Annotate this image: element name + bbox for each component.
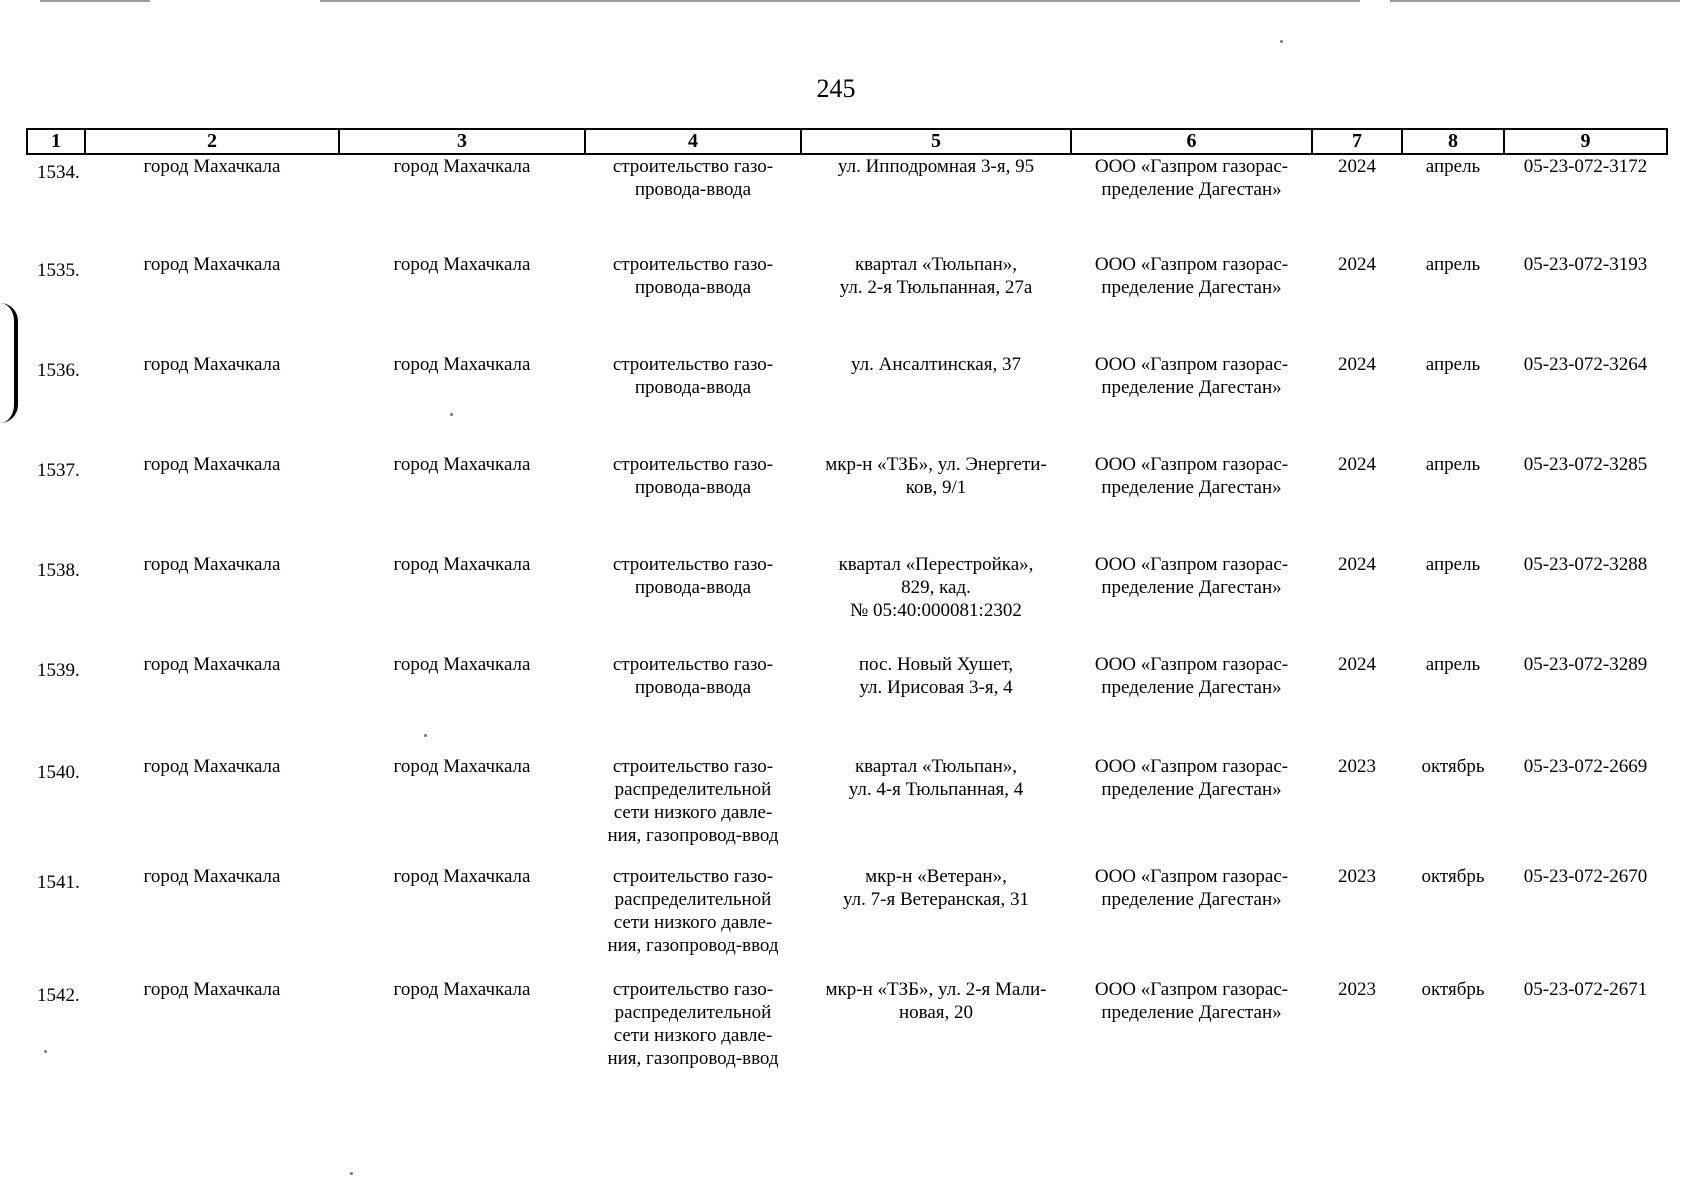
code-cell bbox=[1504, 751, 1667, 861]
year-cell-text: 2024 bbox=[1338, 354, 1376, 375]
address-cell bbox=[801, 253, 1071, 351]
month-cell-text: апрель bbox=[1425, 156, 1481, 177]
work-type-cell-text: строительство газо- распределительной сети низкого давле- ния, газопровод-ввод bbox=[607, 756, 779, 846]
code-cell bbox=[1504, 253, 1667, 351]
settlement-cell bbox=[339, 154, 585, 253]
work-type-cell-text: строительство газо- провода-ввода bbox=[612, 654, 774, 698]
row-number bbox=[27, 253, 85, 351]
year-cell bbox=[1312, 651, 1402, 751]
organization-cell bbox=[1071, 861, 1312, 972]
settlement-cell-text: город Махачкала bbox=[393, 756, 531, 777]
district-cell-text: город Махачкала bbox=[143, 354, 281, 375]
district-cell bbox=[85, 861, 339, 972]
settlement-cell bbox=[339, 972, 585, 1088]
year-cell-text: 2023 bbox=[1338, 866, 1376, 887]
organization-cell bbox=[1071, 972, 1312, 1088]
column-header: 6 bbox=[1071, 129, 1312, 154]
month-cell bbox=[1402, 751, 1504, 861]
address-cell bbox=[801, 551, 1071, 651]
address-cell-text: квартал «Тюльпан», ул. 4-я Тюльпанная, 4 bbox=[848, 756, 1024, 800]
month-cell bbox=[1402, 972, 1504, 1088]
row-number-text: 1542. bbox=[37, 985, 80, 1006]
work-type-cell-text: строительство газо- провода-ввода bbox=[612, 554, 774, 598]
work-type-cell-text: строительство газо- провода-ввода bbox=[612, 454, 774, 498]
address-cell-text: ул. Ипподромная 3-я, 95 bbox=[837, 156, 1035, 177]
district-cell bbox=[85, 551, 339, 651]
month-cell bbox=[1402, 451, 1504, 551]
code-cell bbox=[1504, 651, 1667, 751]
organization-cell-text: ООО «Газпром газорас- пределение Дагестан» bbox=[1094, 454, 1289, 498]
settlement-cell bbox=[339, 351, 585, 451]
month-cell-text: апрель bbox=[1425, 554, 1481, 575]
column-header: 7 bbox=[1312, 129, 1402, 154]
settlement-cell-text: город Махачкала bbox=[393, 979, 531, 1000]
scan-speck bbox=[1280, 40, 1283, 43]
column-number-row bbox=[27, 129, 1667, 154]
organization-cell-text: ООО «Газпром газорас- пределение Дагестан» bbox=[1094, 156, 1289, 200]
work-type-cell-text: строительство газо- распределительной сети низкого давле- ния, газопровод-ввод bbox=[607, 979, 779, 1069]
organization-cell bbox=[1071, 154, 1312, 253]
scan-top-edge-line bbox=[1390, 0, 1680, 2]
work-type-cell bbox=[585, 154, 801, 253]
work-type-cell-text: строительство газо- провода-ввода bbox=[612, 354, 774, 398]
organization-cell-text: ООО «Газпром газорас- пределение Дагестан» bbox=[1094, 866, 1289, 910]
code-cell-text: 05-23-072-3172 bbox=[1523, 156, 1648, 177]
row-number bbox=[27, 972, 85, 1088]
district-cell-text: город Махачкала bbox=[143, 979, 281, 1000]
year-cell bbox=[1312, 351, 1402, 451]
column-header: 4 bbox=[585, 129, 801, 154]
address-cell bbox=[801, 972, 1071, 1088]
settlement-cell-text: город Махачкала bbox=[393, 156, 531, 177]
work-type-cell bbox=[585, 861, 801, 972]
year-cell-text: 2024 bbox=[1338, 156, 1376, 177]
row-number-text: 1537. bbox=[37, 460, 80, 481]
address-cell-text: пос. Новый Хушет, ул. Ирисовая 3-я, 4 bbox=[858, 654, 1014, 698]
row-number bbox=[27, 651, 85, 751]
work-type-cell bbox=[585, 253, 801, 351]
table-row bbox=[27, 451, 1667, 551]
scan-top-edge-line bbox=[40, 0, 150, 2]
address-cell-text: квартал «Тюльпан», ул. 2-я Тюльпанная, 27а bbox=[839, 254, 1033, 298]
code-cell-text: 05-23-072-3289 bbox=[1523, 654, 1648, 675]
year-cell bbox=[1312, 253, 1402, 351]
work-type-cell-text: строительство газо- провода-ввода bbox=[612, 254, 774, 298]
month-cell bbox=[1402, 253, 1504, 351]
row-number-text: 1541. bbox=[37, 872, 80, 893]
year-cell-text: 2024 bbox=[1338, 454, 1376, 475]
row-number bbox=[27, 751, 85, 861]
district-cell-text: город Махачкала bbox=[143, 454, 281, 475]
month-cell-text: апрель bbox=[1425, 654, 1481, 675]
district-cell bbox=[85, 972, 339, 1088]
code-cell-text: 05-23-072-2671 bbox=[1523, 979, 1648, 1000]
row-number-text: 1534. bbox=[37, 162, 80, 183]
column-header: 1 bbox=[27, 129, 85, 154]
month-cell bbox=[1402, 551, 1504, 651]
month-cell bbox=[1402, 651, 1504, 751]
settlement-cell bbox=[339, 651, 585, 751]
scan-speck bbox=[350, 1172, 353, 1175]
organization-cell-text: ООО «Газпром газорас- пределение Дагестан» bbox=[1094, 254, 1289, 298]
address-cell bbox=[801, 451, 1071, 551]
district-cell bbox=[85, 351, 339, 451]
table-row bbox=[27, 351, 1667, 451]
code-cell bbox=[1504, 551, 1667, 651]
code-cell-text: 05-23-072-2670 bbox=[1523, 866, 1648, 887]
organization-cell-text: ООО «Газпром газорас- пределение Дагестан» bbox=[1094, 554, 1289, 598]
page-number: 245 bbox=[816, 74, 856, 103]
organization-cell bbox=[1071, 253, 1312, 351]
year-cell-text: 2023 bbox=[1338, 756, 1376, 777]
organization-cell bbox=[1071, 551, 1312, 651]
scan-binding-mark bbox=[0, 303, 18, 423]
year-cell bbox=[1312, 154, 1402, 253]
work-type-cell-text: строительство газо- провода-ввода bbox=[612, 156, 774, 200]
district-cell-text: город Махачкала bbox=[143, 756, 281, 777]
code-cell-text: 05-23-072-3285 bbox=[1523, 454, 1648, 475]
month-cell-text: октябрь bbox=[1421, 979, 1485, 1000]
address-cell-text: мкр-н «Ветеран», ул. 7-я Ветеранская, 31 bbox=[843, 866, 1029, 910]
organization-cell-text: ООО «Газпром газорас- пределение Дагестан» bbox=[1094, 354, 1289, 398]
month-cell bbox=[1402, 351, 1504, 451]
work-type-cell bbox=[585, 651, 801, 751]
code-cell-text: 05-23-072-3288 bbox=[1523, 554, 1648, 575]
row-number-text: 1536. bbox=[37, 360, 80, 381]
settlement-cell bbox=[339, 253, 585, 351]
organization-cell bbox=[1071, 751, 1312, 861]
row-number-text: 1540. bbox=[37, 762, 80, 783]
settlement-cell bbox=[339, 451, 585, 551]
address-cell bbox=[801, 351, 1071, 451]
settlement-cell-text: город Махачкала bbox=[393, 654, 531, 675]
row-number-text: 1538. bbox=[37, 560, 80, 581]
row-number bbox=[27, 551, 85, 651]
settlement-cell-text: город Махачкала bbox=[393, 354, 531, 375]
month-cell bbox=[1402, 154, 1504, 253]
address-cell-text: мкр-н «ТЗБ», ул. 2-я Мали- новая, 20 bbox=[825, 979, 1047, 1023]
row-number bbox=[27, 451, 85, 551]
address-cell-text: ул. Ансалтинская, 37 bbox=[851, 354, 1021, 375]
month-cell-text: октябрь bbox=[1421, 756, 1485, 777]
organization-cell-text: ООО «Газпром газорас- пределение Дагестан» bbox=[1094, 756, 1289, 800]
year-cell bbox=[1312, 861, 1402, 972]
district-cell-text: город Махачкала bbox=[143, 254, 281, 275]
organization-cell-text: ООО «Газпром газорас- пределение Дагестан» bbox=[1094, 979, 1289, 1023]
table-row bbox=[27, 154, 1667, 253]
month-cell bbox=[1402, 861, 1504, 972]
work-type-cell bbox=[585, 972, 801, 1088]
column-header: 5 bbox=[801, 129, 1071, 154]
month-cell-text: октябрь bbox=[1421, 866, 1485, 887]
work-type-cell bbox=[585, 751, 801, 861]
address-cell bbox=[801, 651, 1071, 751]
table-row bbox=[27, 551, 1667, 651]
settlement-cell-text: город Махачкала bbox=[393, 866, 531, 887]
work-type-cell bbox=[585, 351, 801, 451]
work-type-cell bbox=[585, 451, 801, 551]
code-cell bbox=[1504, 154, 1667, 253]
work-type-cell bbox=[585, 551, 801, 651]
table-row bbox=[27, 972, 1667, 1088]
address-cell-text: мкр-н «ТЗБ», ул. Энергети- ков, 9/1 bbox=[825, 454, 1047, 498]
month-cell-text: апрель bbox=[1425, 254, 1481, 275]
code-cell bbox=[1504, 351, 1667, 451]
settlement-cell-text: город Махачкала bbox=[393, 254, 531, 275]
district-cell-text: город Махачкала bbox=[143, 554, 281, 575]
code-cell-text: 05-23-072-3264 bbox=[1523, 354, 1648, 375]
settlement-cell bbox=[339, 751, 585, 861]
address-cell bbox=[801, 751, 1071, 861]
year-cell bbox=[1312, 972, 1402, 1088]
address-cell-text: квартал «Перестройка», 829, кад. № 05:40:000081:2302 bbox=[838, 554, 1034, 621]
table-row bbox=[27, 253, 1667, 351]
row-number-text: 1539. bbox=[37, 660, 80, 681]
year-cell bbox=[1312, 451, 1402, 551]
code-cell-text: 05-23-072-3193 bbox=[1523, 254, 1648, 275]
gas-works-table bbox=[26, 128, 1668, 1088]
row-number bbox=[27, 351, 85, 451]
column-header: 9 bbox=[1504, 129, 1667, 154]
organization-cell bbox=[1071, 651, 1312, 751]
year-cell-text: 2023 bbox=[1338, 979, 1376, 1000]
year-cell-text: 2024 bbox=[1338, 654, 1376, 675]
table-row bbox=[27, 651, 1667, 751]
code-cell bbox=[1504, 861, 1667, 972]
table-row bbox=[27, 861, 1667, 972]
district-cell bbox=[85, 253, 339, 351]
month-cell-text: апрель bbox=[1425, 454, 1481, 475]
column-header: 3 bbox=[339, 129, 585, 154]
district-cell-text: город Махачкала bbox=[143, 156, 281, 177]
column-header: 8 bbox=[1402, 129, 1504, 154]
year-cell bbox=[1312, 551, 1402, 651]
organization-cell-text: ООО «Газпром газорас- пределение Дагестан» bbox=[1094, 654, 1289, 698]
organization-cell bbox=[1071, 351, 1312, 451]
row-number bbox=[27, 154, 85, 253]
district-cell-text: город Махачкала bbox=[143, 654, 281, 675]
row-number-text: 1535. bbox=[37, 260, 80, 281]
settlement-cell-text: город Махачкала bbox=[393, 554, 531, 575]
address-cell bbox=[801, 861, 1071, 972]
settlement-cell-text: город Махачкала bbox=[393, 454, 531, 475]
district-cell-text: город Махачкала bbox=[143, 866, 281, 887]
code-cell-text: 05-23-072-2669 bbox=[1523, 756, 1648, 777]
district-cell bbox=[85, 451, 339, 551]
table-row bbox=[27, 751, 1667, 861]
column-header: 2 bbox=[85, 129, 339, 154]
month-cell-text: апрель bbox=[1425, 354, 1481, 375]
year-cell-text: 2024 bbox=[1338, 554, 1376, 575]
year-cell-text: 2024 bbox=[1338, 254, 1376, 275]
code-cell bbox=[1504, 451, 1667, 551]
district-cell bbox=[85, 751, 339, 861]
organization-cell bbox=[1071, 451, 1312, 551]
settlement-cell bbox=[339, 551, 585, 651]
work-type-cell-text: строительство газо- распределительной сети низкого давле- ния, газопровод-ввод bbox=[607, 866, 779, 956]
address-cell bbox=[801, 154, 1071, 253]
district-cell bbox=[85, 651, 339, 751]
row-number bbox=[27, 861, 85, 972]
year-cell bbox=[1312, 751, 1402, 861]
district-cell bbox=[85, 154, 339, 253]
scan-top-edge-line bbox=[320, 0, 1360, 2]
code-cell bbox=[1504, 972, 1667, 1088]
settlement-cell bbox=[339, 861, 585, 972]
